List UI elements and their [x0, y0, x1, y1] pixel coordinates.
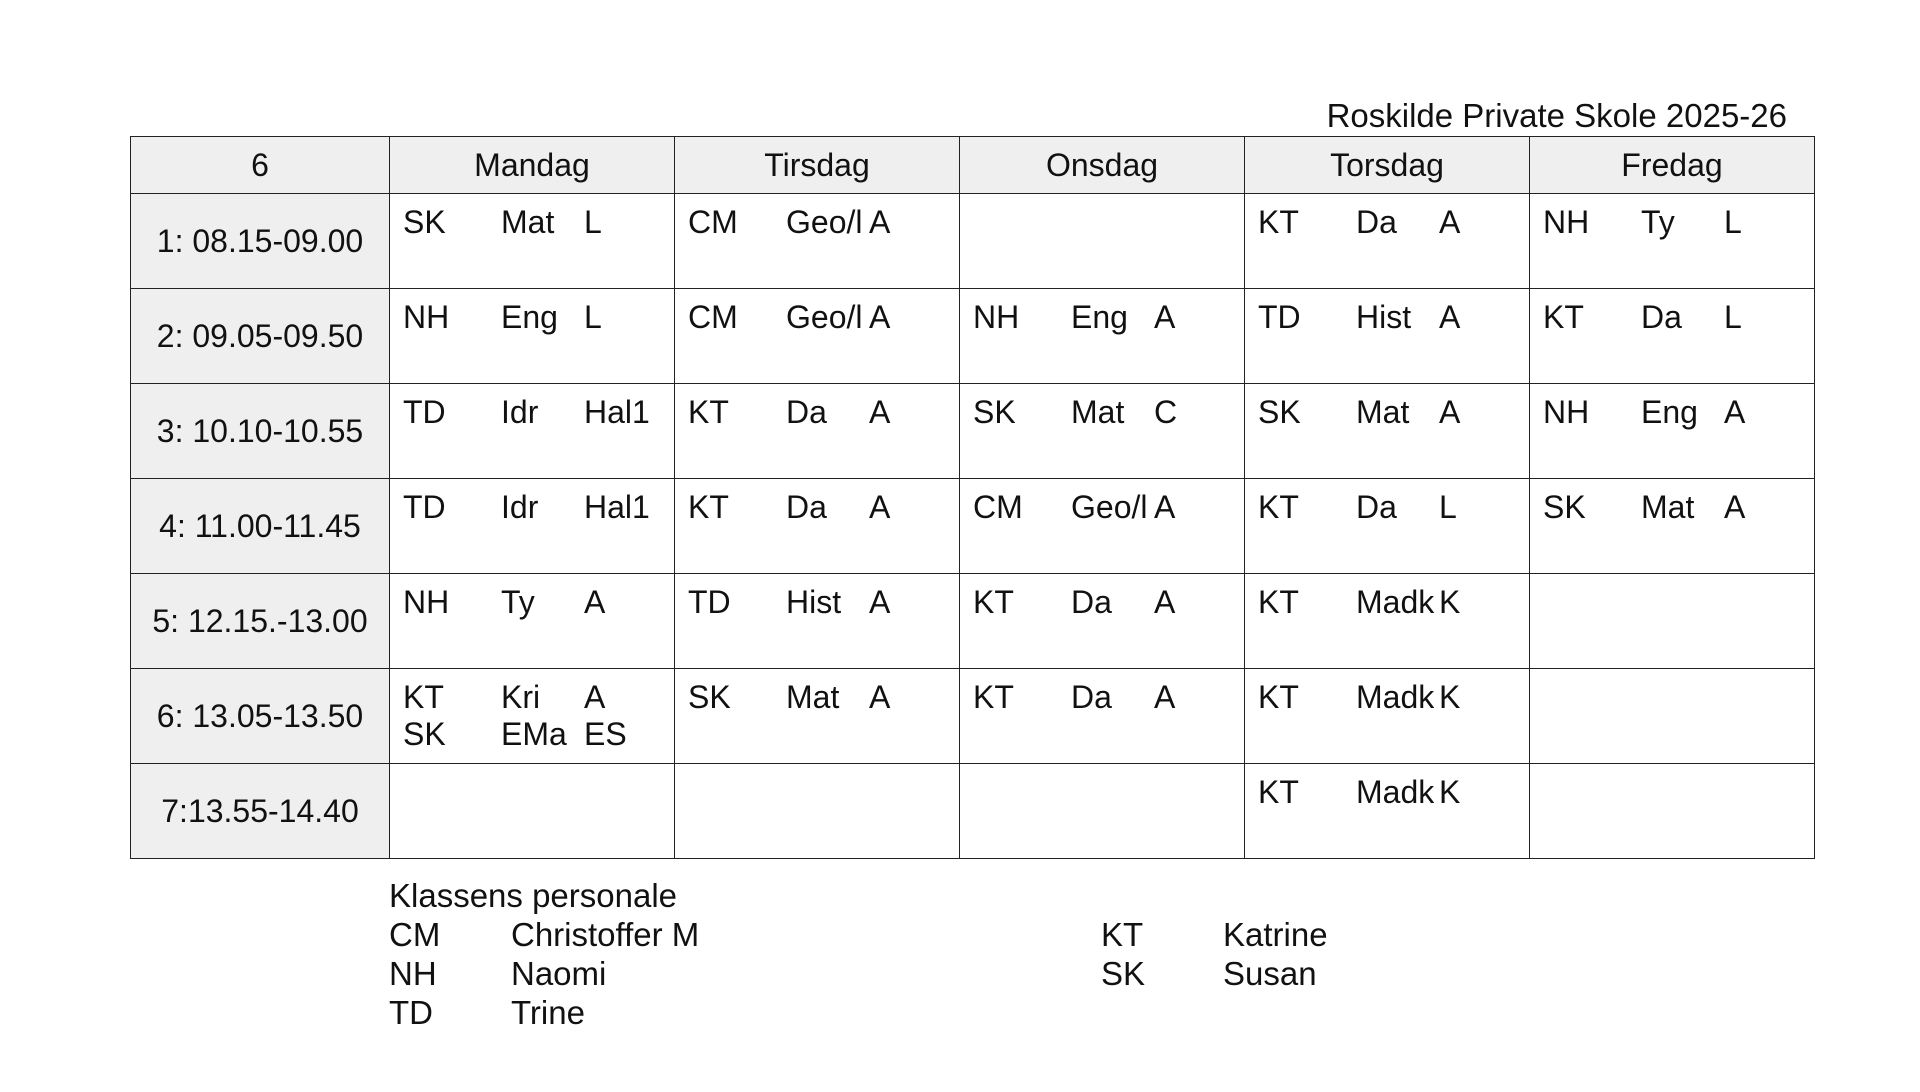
room: K	[1439, 679, 1461, 715]
room: A	[1439, 204, 1461, 240]
subject: Da	[786, 489, 827, 525]
period-time: 5: 12.15.-13.00	[131, 574, 390, 669]
room: A	[869, 299, 891, 335]
subject: Hist	[1356, 299, 1412, 335]
room: A	[1154, 299, 1176, 335]
lesson-entry	[390, 298, 674, 336]
lesson-entry	[1245, 298, 1529, 336]
subject: Da	[1356, 204, 1397, 240]
lesson-entry	[1245, 773, 1529, 811]
lesson-cell	[960, 479, 1245, 574]
lesson-cell	[960, 764, 1245, 859]
lesson-entry	[960, 488, 1244, 526]
teacher-code: SK	[1258, 394, 1301, 430]
teacher-code: KT	[688, 489, 729, 525]
lesson-entry	[390, 583, 674, 621]
teacher-code: KT	[1258, 774, 1299, 810]
day-header: Fredag	[1530, 137, 1815, 194]
lesson-cell	[1530, 574, 1815, 669]
lesson-cell	[390, 574, 675, 669]
room: A	[584, 679, 606, 715]
teacher-code: KT	[1258, 489, 1299, 525]
lesson-entry	[675, 678, 959, 716]
room: K	[1439, 774, 1461, 810]
teacher-code: NH	[403, 299, 450, 335]
lesson-entry	[960, 393, 1244, 431]
teacher-code: KT	[973, 584, 1014, 620]
subject: Eng	[501, 299, 558, 335]
room: A	[1439, 394, 1461, 430]
lesson-entry	[1245, 583, 1529, 621]
room: A	[869, 394, 891, 430]
subject: Idr	[501, 489, 539, 525]
subject: Da	[1071, 679, 1112, 715]
staff-name: Trine	[511, 994, 585, 1031]
room: A	[1154, 679, 1176, 715]
staff-name: Katrine	[1223, 916, 1328, 953]
staff-name: Christoffer M	[511, 916, 700, 953]
room: A	[584, 584, 606, 620]
staff-name	[1223, 993, 1523, 1032]
lesson-cell	[1245, 669, 1530, 764]
subject: Mat	[1071, 394, 1125, 430]
period-row	[131, 384, 1815, 479]
lesson-cell	[960, 384, 1245, 479]
teacher-code: KT	[403, 679, 444, 715]
subject: Eng	[1641, 394, 1698, 430]
teacher-code: NH	[403, 584, 450, 620]
lesson-cell	[1245, 764, 1530, 859]
lesson-cell	[675, 764, 960, 859]
staff-code: CM	[389, 916, 441, 953]
lesson-cell	[1530, 764, 1815, 859]
subject: Idr	[501, 394, 539, 430]
lesson-entry	[390, 393, 674, 431]
teacher-code: KT	[1543, 299, 1584, 335]
lesson-cell	[1245, 479, 1530, 574]
teacher-code: SK	[403, 204, 446, 240]
teacher-code: KT	[688, 394, 729, 430]
lesson-entry	[390, 678, 674, 716]
room: Hal1	[584, 489, 650, 525]
room: Hal1	[584, 394, 650, 430]
class-label: 6	[131, 137, 390, 194]
lesson-cell	[960, 289, 1245, 384]
period-row	[131, 764, 1815, 859]
subject: Mat	[786, 679, 840, 715]
lesson-cell	[960, 669, 1245, 764]
lesson-cell	[675, 669, 960, 764]
teacher-code: TD	[688, 584, 731, 620]
subject: Madk	[1356, 774, 1435, 810]
day-header: Onsdag	[960, 137, 1245, 194]
staff-name: Naomi	[511, 955, 607, 992]
school-title: Roskilde Private Skole 2025-26	[1326, 97, 1787, 134]
staff-code: TD	[389, 994, 433, 1031]
lesson-cell	[960, 574, 1245, 669]
room: L	[1724, 299, 1742, 335]
header-row	[131, 137, 1815, 194]
lesson-cell	[390, 764, 675, 859]
subject: Geo/l	[1071, 489, 1148, 525]
subject: Da	[1356, 489, 1397, 525]
period-time: 3: 10.10-10.55	[131, 384, 390, 479]
lesson-cell	[1530, 479, 1815, 574]
day-header: Tirsdag	[675, 137, 960, 194]
teacher-code: CM	[973, 489, 1023, 525]
period-time: 2: 09.05-09.50	[131, 289, 390, 384]
subject: Hist	[786, 584, 842, 620]
subject: Mat	[1641, 489, 1695, 525]
lesson-cell	[1530, 669, 1815, 764]
lesson-entry	[960, 678, 1244, 716]
subject: Geo/l	[786, 299, 863, 335]
lesson-entry	[675, 488, 959, 526]
staff-code: NH	[389, 955, 437, 992]
room: L	[584, 299, 602, 335]
period-row	[131, 289, 1815, 384]
lesson-cell	[1245, 574, 1530, 669]
teacher-code: SK	[688, 679, 731, 715]
lesson-cell	[675, 574, 960, 669]
staff-grid	[389, 915, 1523, 1032]
lesson-entry	[390, 203, 674, 241]
room: A	[1724, 489, 1746, 525]
subject: Ty	[501, 584, 535, 620]
lesson-entry	[1245, 203, 1529, 241]
teacher-code: SK	[973, 394, 1016, 430]
teacher-code: TD	[403, 394, 446, 430]
teacher-code: NH	[1543, 394, 1590, 430]
room: A	[1154, 584, 1176, 620]
day-header: Torsdag	[1245, 137, 1530, 194]
teacher-code: NH	[1543, 204, 1590, 240]
teacher-code: SK	[403, 716, 446, 752]
room: A	[869, 584, 891, 620]
room: L	[1724, 204, 1742, 240]
teacher-code: TD	[403, 489, 446, 525]
lesson-cell	[390, 289, 675, 384]
schedule-body	[131, 194, 1815, 859]
subject: Eng	[1071, 299, 1128, 335]
lesson-cell	[390, 194, 675, 289]
lesson-entry	[1530, 203, 1814, 241]
lesson-entry	[390, 488, 674, 526]
lesson-cell	[675, 479, 960, 574]
lesson-cell	[1245, 289, 1530, 384]
lesson-entry	[1245, 488, 1529, 526]
day-header: Mandag	[390, 137, 675, 194]
room: L	[1439, 489, 1457, 525]
teacher-code: KT	[973, 679, 1014, 715]
staff-code: KT	[1101, 916, 1144, 953]
period-row	[131, 669, 1815, 764]
lesson-entry	[1530, 393, 1814, 431]
subject: Ty	[1641, 204, 1675, 240]
period-row	[131, 574, 1815, 669]
lesson-entry	[960, 583, 1244, 621]
lesson-entry	[390, 715, 674, 753]
subject: Da	[786, 394, 827, 430]
room: A	[869, 489, 891, 525]
period-time: 6: 13.05-13.50	[131, 669, 390, 764]
teacher-code: KT	[1258, 584, 1299, 620]
teacher-code: CM	[688, 204, 738, 240]
subject: Da	[1071, 584, 1112, 620]
lesson-cell	[1530, 289, 1815, 384]
period-time: 4: 11.00-11.45	[131, 479, 390, 574]
lesson-entry	[960, 298, 1244, 336]
subject: Da	[1641, 299, 1682, 335]
lesson-cell	[960, 194, 1245, 289]
room: L	[584, 204, 602, 240]
teacher-code: TD	[1258, 299, 1301, 335]
lesson-cell	[1245, 194, 1530, 289]
lesson-entry	[1530, 488, 1814, 526]
subject: Mat	[1356, 394, 1410, 430]
period-row	[131, 194, 1815, 289]
lesson-cell	[675, 384, 960, 479]
room: C	[1154, 394, 1178, 430]
lesson-cell	[675, 194, 960, 289]
staff-code	[1101, 993, 1223, 1032]
lesson-cell	[390, 669, 675, 764]
room: ES	[584, 716, 627, 752]
teacher-code: NH	[973, 299, 1020, 335]
staff-title: Klassens personale	[389, 877, 678, 914]
room: A	[1439, 299, 1461, 335]
lesson-entry	[1245, 678, 1529, 716]
period-time: 1: 08.15-09.00	[131, 194, 390, 289]
lesson-cell	[1530, 194, 1815, 289]
subject: Geo/l	[786, 204, 863, 240]
lesson-entry	[675, 298, 959, 336]
lesson-cell	[390, 384, 675, 479]
period-time: 7:13.55-14.40	[131, 764, 390, 859]
room: A	[1154, 489, 1176, 525]
period-row	[131, 479, 1815, 574]
room: A	[869, 204, 891, 240]
room: K	[1439, 584, 1461, 620]
room: A	[869, 679, 891, 715]
lesson-entry	[675, 393, 959, 431]
teacher-code: SK	[1543, 489, 1586, 525]
teacher-code: KT	[1258, 679, 1299, 715]
subject: Madk	[1356, 584, 1435, 620]
subject: Mat	[501, 204, 555, 240]
lesson-cell	[1245, 384, 1530, 479]
teacher-code: KT	[1258, 204, 1299, 240]
lesson-cell	[1530, 384, 1815, 479]
lesson-entry	[675, 583, 959, 621]
staff-name: Susan	[1223, 955, 1317, 992]
schedule-table	[130, 136, 1815, 859]
lesson-entry	[1245, 393, 1529, 431]
staff-list	[389, 876, 1523, 1032]
room: A	[1724, 394, 1746, 430]
lesson-cell	[675, 289, 960, 384]
subject: EMa	[501, 716, 567, 752]
subject: Madk	[1356, 679, 1435, 715]
teacher-code: CM	[688, 299, 738, 335]
staff-code: SK	[1101, 955, 1146, 992]
subject: Kri	[501, 679, 541, 715]
lesson-entry	[1530, 298, 1814, 336]
lesson-entry	[675, 203, 959, 241]
lesson-cell	[390, 479, 675, 574]
